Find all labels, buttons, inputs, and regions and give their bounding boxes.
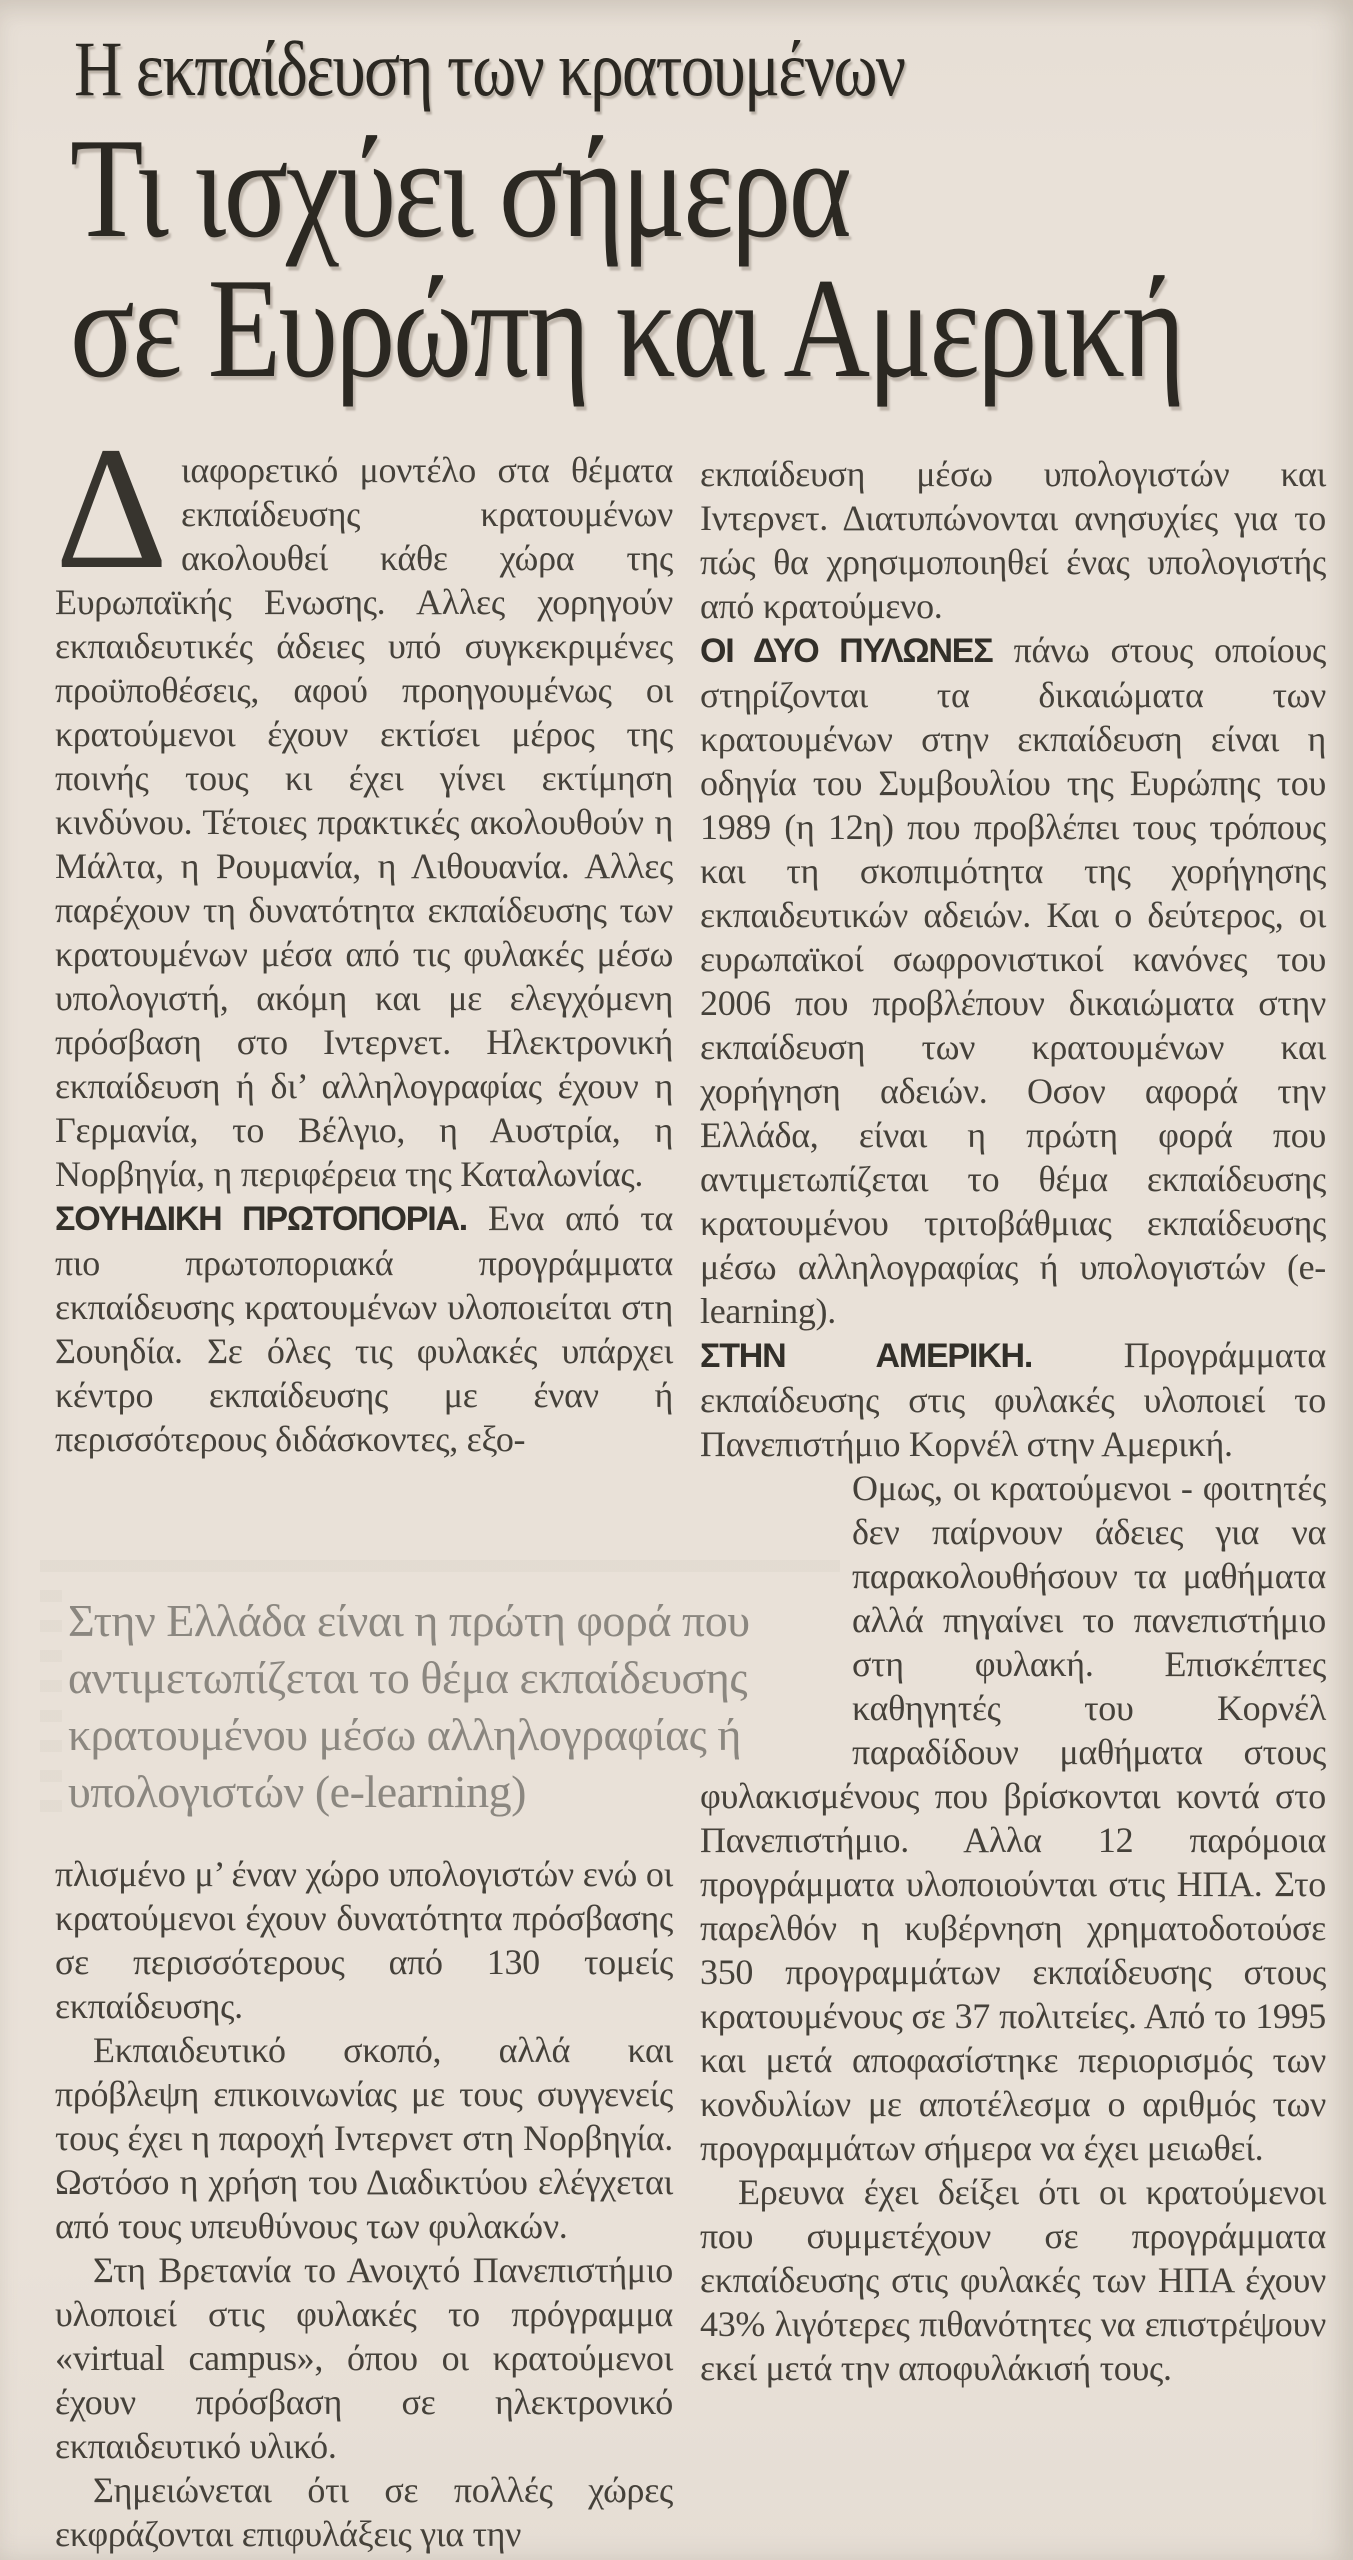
paragraph-text: Προγράμματα εκπαίδευσης στις φυλακές υλοποιεί το Πανεπιστήμιο Κορνέλ στην Αμερική. xyxy=(700,1335,1326,1464)
section-subhead-swedish-pioneering: ΣΟΥΗΔΙΚΗ ΠΡΩΤΟΠΟΡΙΑ. xyxy=(55,1200,468,1238)
paragraph-text: πάνω στους οποίους στηρίζονται τα δικαιώματα των κρατουμένων στην εκπαίδευση είναι η οδηγία του Συμβουλίου της Ευρώπης του 1989 (η 12η) που προβλέπει τους τρόπους και τη σκοπιμότητα της χορήγησης εκπαιδευτικών αδειών. Και ο δεύτερος, οι ευρωπαϊκοί σωφρονιστικοί κανόνες του 2006 που προβλέπουν δικαιώματα στην εκπαίδευση των κρατουμένων και χορήγηση αδειών. Οσον αφορά την Ελλάδα, είναι η πρώτη φορά που αντιμετωπίζεται το θέμα εκπαίδευσης κρατουμένου τριτοβάθμιας εκπαίδευσης μέσω αλληλογραφίας ή υπολογιστών (e-learning). xyxy=(700,630,1326,1331)
body-paragraph xyxy=(700,1333,1326,1466)
drop-cap: Δ xyxy=(55,411,168,606)
body-paragraph: εκπαίδευση μέσω υπολογιστών και Ιντερνετ. Διατυπώνονται ανησυχίες για το πώς θα χρησιμοποιηθεί ένας υπολογιστής από κρατούμενο. xyxy=(700,454,1326,626)
left-column-top xyxy=(55,411,673,1461)
body-paragraph: Εκπαιδευτικό σκοπό, αλλά και πρόβλεψη επικοινωνίας με τους συγγενείς τους έχει η παροχή Ιντερνετ στη Νορβηγία. Ωστόσο η χρήση του Διαδικτύου ελέγχεται από τους υπευθύνους των φυλακών. xyxy=(55,2030,673,2246)
left-column-bottom xyxy=(55,1852,673,2556)
pull-quote: Στην Ελλάδα είναι η πρώτη φορά που αντιμετωπίζεται το θέμα εκπαίδευσης κρατουμένου μέσω αλληλογραφίας ή υπολογιστών (e-learning) xyxy=(62,1586,886,1830)
paragraph-text: ιαφορετικό μοντέλο στα θέματα εκπαίδευσης κρατουμένων ακολουθεί κάθε χώρα της Ευρωπαϊκής Ενωσης. Αλλες χορηγούν εκπαιδευτικές άδειες υπό συγκεκριμένες προϋποθέσεις, αφού προηγουμένως οι κρατούμενοι έχουν εκτίσει μέρος της ποινής τους κι έχει γίνει εκτίμηση κινδύνου. Τέτοιες πρακτικές ακολουθούν η Μάλτα, η Ρουμανία, η Λιθουανία. Αλλες παρέχουν τη δυνατότητα εκπαίδευσης των κρατουμένων μέσα από τις φυλακές μέσω υπολογιστή, ακόμη και με ελεγχόμενη πρόσβαση στο Ιντερνετ. Ηλεκτρονική εκπαίδευση ή δι’ αλληλογραφίας έχουν η Γερμανία, το Βέλγιο, η Αυστρία, η Νορβηγία, η περιφέρεια της Καταλωνίας. xyxy=(55,450,673,1194)
paragraph-text: Ομως, οι κρατούμενοι - φοιτητές δεν παίρνουν άδειες για να παρακολουθήσουν τα μαθήματα αλλά πηγαίνει το πανεπιστήμιο στη φυλακή. Επισκέπτες καθηγητές του Κορνέλ παραδίδουν μαθήματα στους φυλακισμένους που βρίσκονται κοντά στο Πανεπιστήμιο. Αλλα 12 παρόμοια προγράμματα υλοποιούνται στις ΗΠΑ. Στο παρελθόν η κυβέρνηση χρηματοδοτούσε 350 προγραμμάτων εκπαίδευσης στους κρατουμένους σε 37 πολιτείες. Από το 1995 και μετά αποφασίστηκε περιορισμός των κονδυλίων με αποτέλεσμα ο αριθμός των προγραμμάτων σήμερα να έχει μειωθεί. xyxy=(700,1468,1326,2168)
body-paragraph xyxy=(700,1466,1326,2170)
right-column xyxy=(700,452,1326,2390)
pull-quote-wrap-spacer xyxy=(700,1466,852,1746)
body-paragraph: πλισμένο μ’ έναν χώρο υπολογιστών ενώ οι κρατούμενοι έχουν δυνατότητα πρόσβασης σε περισσότερους από 130 τομείς εκπαίδευσης. xyxy=(55,1854,673,2026)
body-paragraph xyxy=(55,1196,673,1461)
body-paragraph: Ερευνα έχει δείξει ότι οι κρατούμενοι που συμμετέχουν σε προγράμματα εκπαίδευσης στις φυλακές των ΗΠΑ έχουν 43% λιγότερες πιθανότητες να επιστρέψουν εκεί μετά την αποφυλάκισή τους. xyxy=(700,2172,1326,2388)
body-paragraph: Σημειώνεται ότι σε πολλές χώρες εκφράζονται επιφυλάξεις για την xyxy=(55,2470,673,2554)
section-subhead-in-america: ΣΤΗΝ ΑΜΕΡΙΚΗ. xyxy=(700,1337,1033,1375)
article-headline xyxy=(70,109,1183,407)
headline-line-1: Τι ισχύει σήμερα xyxy=(70,109,850,267)
body-paragraph xyxy=(700,628,1326,1333)
section-subhead-two-pillars: ΟΙ ΔΥΟ ΠΥΛΩΝΕΣ xyxy=(700,632,993,670)
article-kicker: Η εκπαίδευση των κρατουμένων xyxy=(74,25,905,112)
body-paragraph: Στη Βρετανία το Ανοιχτό Πανεπιστήμιο υλοποιεί στις φυλακές το πρόγραμμα «virtual campus», όπου οι κρατούμενοι έχουν πρόσβαση σε ηλεκτρονικό εκπαιδευτικό υλικό. xyxy=(55,2250,673,2466)
headline-line-2: σε Ευρώπη και Αμερική xyxy=(70,249,1183,407)
paragraph-text: Ενα από τα πιο πρωτοποριακά προγράμματα εκπαίδευσης κρατουμένων υλοποιείται στη Σουηδία. Σε όλες τις φυλακές υπάρχει κέντρο εκπαίδευσης με έναν ή περισσότερους διδάσκοντες, εξο- xyxy=(55,1198,673,1459)
body-paragraph xyxy=(55,411,673,1196)
